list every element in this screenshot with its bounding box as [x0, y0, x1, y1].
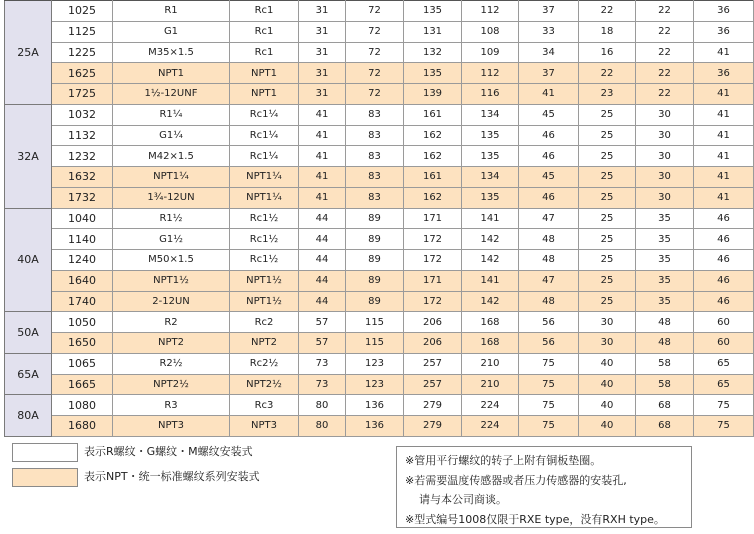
port-thread-cell: Rc1 [230, 42, 299, 63]
dim-b-cell: 83 [346, 146, 404, 167]
port-thread-cell: NPT1 [230, 63, 299, 84]
dim-a-cell: 41 [299, 125, 346, 146]
dim-a-cell: 31 [299, 63, 346, 84]
dim-b-cell: 72 [346, 84, 404, 105]
model-number-cell: 1040 [52, 208, 113, 229]
dim-g-cell: 35 [636, 250, 694, 271]
table-row [5, 229, 754, 250]
dim-d-cell: 224 [462, 416, 519, 437]
table-row [5, 250, 754, 271]
dim-h-cell: 75 [694, 395, 754, 416]
dim-d-cell: 134 [462, 104, 519, 125]
dim-h-cell: 36 [694, 1, 754, 22]
dim-d-cell: 109 [462, 42, 519, 63]
dim-c-cell: 172 [404, 250, 462, 271]
dim-g-cell: 35 [636, 270, 694, 291]
dim-f-cell: 25 [579, 270, 636, 291]
dim-b-cell: 83 [346, 104, 404, 125]
dim-a-cell: 44 [299, 229, 346, 250]
dim-b-cell: 89 [346, 250, 404, 271]
dim-c-cell: 279 [404, 416, 462, 437]
thread-spec-cell: R1 [113, 1, 230, 22]
dim-g-cell: 58 [636, 353, 694, 374]
dim-g-cell: 35 [636, 208, 694, 229]
table-row [5, 84, 754, 105]
dim-b-cell: 89 [346, 229, 404, 250]
dim-a-cell: 44 [299, 270, 346, 291]
note-line: ※型式编号1008仅限于RXE type，没有RXH type。 [405, 512, 665, 526]
model-number-cell: 1725 [52, 84, 113, 105]
size-cell: 80A [5, 395, 52, 437]
model-number-cell: 1225 [52, 42, 113, 63]
dim-a-cell: 44 [299, 291, 346, 312]
model-number-cell: 1065 [52, 353, 113, 374]
dim-a-cell: 41 [299, 146, 346, 167]
port-thread-cell: Rc2 [230, 312, 299, 333]
dim-c-cell: 131 [404, 21, 462, 42]
table-body [5, 1, 754, 437]
dim-a-cell: 31 [299, 1, 346, 22]
table-row [5, 291, 754, 312]
dim-d-cell: 134 [462, 167, 519, 188]
size-cell: 32A [5, 104, 52, 208]
dim-b-cell: 83 [346, 187, 404, 208]
dim-b-cell: 83 [346, 167, 404, 188]
model-number-cell: 1132 [52, 125, 113, 146]
dim-f-cell: 25 [579, 167, 636, 188]
table-row [5, 42, 754, 63]
table-row [5, 374, 754, 395]
dim-c-cell: 279 [404, 395, 462, 416]
dim-a-cell: 31 [299, 84, 346, 105]
dim-d-cell: 142 [462, 250, 519, 271]
dim-g-cell: 30 [636, 167, 694, 188]
dim-e-cell: 46 [519, 125, 579, 146]
table-row [5, 125, 754, 146]
note-line: ※若需要温度传感器或者压力传感器的安装孔, [405, 473, 627, 487]
dim-c-cell: 132 [404, 42, 462, 63]
dim-c-cell: 206 [404, 312, 462, 333]
dim-a-cell: 80 [299, 395, 346, 416]
dim-b-cell: 72 [346, 21, 404, 42]
thread-spec-cell: 1¾-12UN [113, 187, 230, 208]
port-thread-cell: Rc1½ [230, 250, 299, 271]
dim-a-cell: 41 [299, 187, 346, 208]
port-thread-cell: Rc1½ [230, 208, 299, 229]
thread-spec-cell: R1½ [113, 208, 230, 229]
dim-e-cell: 47 [519, 270, 579, 291]
size-cell: 50A [5, 312, 52, 354]
table-row [5, 187, 754, 208]
dim-d-cell: 135 [462, 146, 519, 167]
table-row [5, 312, 754, 333]
dim-h-cell: 46 [694, 291, 754, 312]
thread-spec-cell: NPT2½ [113, 374, 230, 395]
port-thread-cell: NPT1½ [230, 270, 299, 291]
dim-c-cell: 139 [404, 84, 462, 105]
dim-e-cell: 46 [519, 146, 579, 167]
dim-b-cell: 115 [346, 312, 404, 333]
dim-a-cell: 73 [299, 353, 346, 374]
port-thread-cell: Rc1¼ [230, 125, 299, 146]
thread-spec-cell: M50×1.5 [113, 250, 230, 271]
dim-e-cell: 46 [519, 187, 579, 208]
dim-b-cell: 89 [346, 291, 404, 312]
table-row [5, 1, 754, 22]
thread-spec-cell: R3 [113, 395, 230, 416]
dim-c-cell: 135 [404, 63, 462, 84]
dim-g-cell: 58 [636, 374, 694, 395]
model-number-cell: 1050 [52, 312, 113, 333]
dim-c-cell: 206 [404, 333, 462, 354]
dim-f-cell: 22 [579, 63, 636, 84]
dim-g-cell: 30 [636, 187, 694, 208]
dim-a-cell: 31 [299, 42, 346, 63]
dim-h-cell: 41 [694, 187, 754, 208]
table-row [5, 333, 754, 354]
table-row [5, 21, 754, 42]
thread-spec-cell: NPT2 [113, 333, 230, 354]
dim-a-cell: 57 [299, 333, 346, 354]
dim-a-cell: 57 [299, 312, 346, 333]
thread-spec-cell: R2 [113, 312, 230, 333]
dim-b-cell: 89 [346, 270, 404, 291]
dim-f-cell: 40 [579, 395, 636, 416]
dim-e-cell: 75 [519, 374, 579, 395]
dim-f-cell: 23 [579, 84, 636, 105]
size-cell: 25A [5, 1, 52, 105]
dim-e-cell: 45 [519, 167, 579, 188]
size-cell: 65A [5, 353, 52, 395]
dim-a-cell: 73 [299, 374, 346, 395]
model-number-cell: 1740 [52, 291, 113, 312]
table-row [5, 167, 754, 188]
dim-b-cell: 72 [346, 1, 404, 22]
port-thread-cell: Rc1½ [230, 229, 299, 250]
dim-f-cell: 25 [579, 104, 636, 125]
dim-d-cell: 224 [462, 395, 519, 416]
dim-f-cell: 25 [579, 146, 636, 167]
dim-e-cell: 56 [519, 333, 579, 354]
dim-h-cell: 41 [694, 84, 754, 105]
dim-h-cell: 46 [694, 208, 754, 229]
dim-b-cell: 136 [346, 395, 404, 416]
dim-e-cell: 48 [519, 250, 579, 271]
dim-d-cell: 135 [462, 125, 519, 146]
size-cell: 40A [5, 208, 52, 312]
port-thread-cell: Rc1¼ [230, 104, 299, 125]
table-row [5, 353, 754, 374]
thread-spec-cell: R1¼ [113, 104, 230, 125]
model-number-cell: 1650 [52, 333, 113, 354]
dim-e-cell: 37 [519, 1, 579, 22]
thread-spec-cell: G1 [113, 21, 230, 42]
dim-f-cell: 25 [579, 125, 636, 146]
dim-b-cell: 123 [346, 353, 404, 374]
dim-d-cell: 142 [462, 291, 519, 312]
port-thread-cell: NPT1¼ [230, 167, 299, 188]
dim-e-cell: 33 [519, 21, 579, 42]
table-row [5, 208, 754, 229]
dim-h-cell: 41 [694, 125, 754, 146]
thread-spec-cell: NPT1 [113, 63, 230, 84]
dim-d-cell: 168 [462, 333, 519, 354]
thread-spec-cell: M42×1.5 [113, 146, 230, 167]
dim-g-cell: 22 [636, 84, 694, 105]
dim-h-cell: 46 [694, 270, 754, 291]
dim-f-cell: 22 [579, 1, 636, 22]
dim-d-cell: 210 [462, 374, 519, 395]
table-row [5, 416, 754, 437]
model-number-cell: 1625 [52, 63, 113, 84]
dim-h-cell: 36 [694, 21, 754, 42]
dim-e-cell: 41 [519, 84, 579, 105]
thread-spec-cell: NPT1½ [113, 270, 230, 291]
dim-g-cell: 35 [636, 291, 694, 312]
dim-b-cell: 72 [346, 63, 404, 84]
dim-e-cell: 75 [519, 416, 579, 437]
dim-e-cell: 75 [519, 395, 579, 416]
port-thread-cell: Rc2½ [230, 353, 299, 374]
dim-a-cell: 41 [299, 167, 346, 188]
table-row [5, 146, 754, 167]
legend-label-standard: 表示R螺纹・G螺纹・M螺纹安装式 [84, 445, 253, 458]
dim-b-cell: 89 [346, 208, 404, 229]
model-number-cell: 1140 [52, 229, 113, 250]
dim-b-cell: 72 [346, 42, 404, 63]
note-line: 请与本公司商谈。 [419, 493, 507, 506]
model-number-cell: 1680 [52, 416, 113, 437]
thread-spec-cell: 1½-12UNF [113, 84, 230, 105]
model-number-cell: 1125 [52, 21, 113, 42]
dim-h-cell: 60 [694, 312, 754, 333]
table-row [5, 63, 754, 84]
dim-g-cell: 22 [636, 21, 694, 42]
dim-c-cell: 162 [404, 125, 462, 146]
dim-e-cell: 48 [519, 229, 579, 250]
dim-d-cell: 141 [462, 208, 519, 229]
dim-a-cell: 44 [299, 250, 346, 271]
dim-d-cell: 116 [462, 84, 519, 105]
dim-f-cell: 40 [579, 374, 636, 395]
dim-g-cell: 30 [636, 146, 694, 167]
dim-f-cell: 25 [579, 291, 636, 312]
dim-e-cell: 45 [519, 104, 579, 125]
dim-g-cell: 22 [636, 1, 694, 22]
port-thread-cell: NPT2½ [230, 374, 299, 395]
thread-spec-cell: G1½ [113, 229, 230, 250]
dim-f-cell: 40 [579, 353, 636, 374]
model-number-cell: 1232 [52, 146, 113, 167]
dim-c-cell: 171 [404, 270, 462, 291]
table-row [5, 395, 754, 416]
dim-b-cell: 83 [346, 125, 404, 146]
port-thread-cell: NPT3 [230, 416, 299, 437]
dim-a-cell: 31 [299, 21, 346, 42]
thread-spec-cell: NPT1¼ [113, 167, 230, 188]
model-number-cell: 1640 [52, 270, 113, 291]
model-number-cell: 1080 [52, 395, 113, 416]
dim-e-cell: 48 [519, 291, 579, 312]
dim-f-cell: 25 [579, 208, 636, 229]
dim-g-cell: 22 [636, 63, 694, 84]
dim-f-cell: 25 [579, 229, 636, 250]
dim-c-cell: 162 [404, 146, 462, 167]
dim-e-cell: 34 [519, 42, 579, 63]
dim-c-cell: 162 [404, 187, 462, 208]
dim-h-cell: 36 [694, 63, 754, 84]
thread-spec-cell: NPT3 [113, 416, 230, 437]
port-thread-cell: NPT1½ [230, 291, 299, 312]
port-thread-cell: NPT1¼ [230, 187, 299, 208]
notes-box [396, 446, 692, 528]
port-thread-cell: NPT1 [230, 84, 299, 105]
dim-b-cell: 123 [346, 374, 404, 395]
dim-h-cell: 65 [694, 374, 754, 395]
dim-c-cell: 171 [404, 208, 462, 229]
dim-d-cell: 112 [462, 1, 519, 22]
port-thread-cell: Rc1 [230, 1, 299, 22]
dim-h-cell: 75 [694, 416, 754, 437]
thread-spec-cell: G1¼ [113, 125, 230, 146]
legend-label-npt: 表示NPT・统一标准螺纹系列安装式 [84, 470, 260, 483]
dim-d-cell: 142 [462, 229, 519, 250]
thread-spec-cell: 2-12UN [113, 291, 230, 312]
dim-f-cell: 30 [579, 333, 636, 354]
note-line: ※管用平行螺纹的转子上附有铜板垫圈。 [405, 454, 602, 467]
dim-e-cell: 56 [519, 312, 579, 333]
port-thread-cell: NPT2 [230, 333, 299, 354]
dim-g-cell: 68 [636, 416, 694, 437]
table-row [5, 270, 754, 291]
dim-f-cell: 25 [579, 250, 636, 271]
dim-g-cell: 30 [636, 125, 694, 146]
dim-a-cell: 80 [299, 416, 346, 437]
dim-e-cell: 75 [519, 353, 579, 374]
dim-h-cell: 41 [694, 167, 754, 188]
dim-f-cell: 40 [579, 416, 636, 437]
dim-f-cell: 18 [579, 21, 636, 42]
dim-d-cell: 141 [462, 270, 519, 291]
port-thread-cell: Rc1¼ [230, 146, 299, 167]
dim-d-cell: 135 [462, 187, 519, 208]
model-number-cell: 1665 [52, 374, 113, 395]
dim-h-cell: 41 [694, 42, 754, 63]
model-number-cell: 1632 [52, 167, 113, 188]
dim-c-cell: 161 [404, 104, 462, 125]
model-number-cell: 1732 [52, 187, 113, 208]
port-thread-cell: Rc3 [230, 395, 299, 416]
dim-h-cell: 46 [694, 250, 754, 271]
dim-g-cell: 48 [636, 333, 694, 354]
thread-spec-cell: M35×1.5 [113, 42, 230, 63]
dim-b-cell: 115 [346, 333, 404, 354]
dim-a-cell: 41 [299, 104, 346, 125]
model-number-cell: 1032 [52, 104, 113, 125]
dim-d-cell: 108 [462, 21, 519, 42]
dim-c-cell: 257 [404, 374, 462, 395]
dim-f-cell: 25 [579, 187, 636, 208]
dim-h-cell: 65 [694, 353, 754, 374]
legend-swatch-npt [12, 468, 78, 487]
dim-h-cell: 46 [694, 229, 754, 250]
dim-h-cell: 41 [694, 104, 754, 125]
dim-a-cell: 44 [299, 208, 346, 229]
dim-c-cell: 161 [404, 167, 462, 188]
thread-spec-cell: R2½ [113, 353, 230, 374]
dim-e-cell: 47 [519, 208, 579, 229]
dim-c-cell: 257 [404, 353, 462, 374]
dim-g-cell: 22 [636, 42, 694, 63]
dim-f-cell: 16 [579, 42, 636, 63]
dim-d-cell: 210 [462, 353, 519, 374]
port-thread-cell: Rc1 [230, 21, 299, 42]
dim-h-cell: 41 [694, 146, 754, 167]
dim-c-cell: 135 [404, 1, 462, 22]
table-row [5, 104, 754, 125]
dim-b-cell: 136 [346, 416, 404, 437]
model-number-cell: 1025 [52, 1, 113, 22]
dim-c-cell: 172 [404, 291, 462, 312]
dim-g-cell: 30 [636, 104, 694, 125]
dim-e-cell: 37 [519, 63, 579, 84]
dim-g-cell: 68 [636, 395, 694, 416]
dim-f-cell: 30 [579, 312, 636, 333]
dim-d-cell: 168 [462, 312, 519, 333]
model-number-cell: 1240 [52, 250, 113, 271]
dim-g-cell: 35 [636, 229, 694, 250]
dim-c-cell: 172 [404, 229, 462, 250]
spec-table [4, 0, 754, 437]
dim-d-cell: 112 [462, 63, 519, 84]
dim-g-cell: 48 [636, 312, 694, 333]
legend-swatch-standard [12, 443, 78, 462]
dim-h-cell: 60 [694, 333, 754, 354]
